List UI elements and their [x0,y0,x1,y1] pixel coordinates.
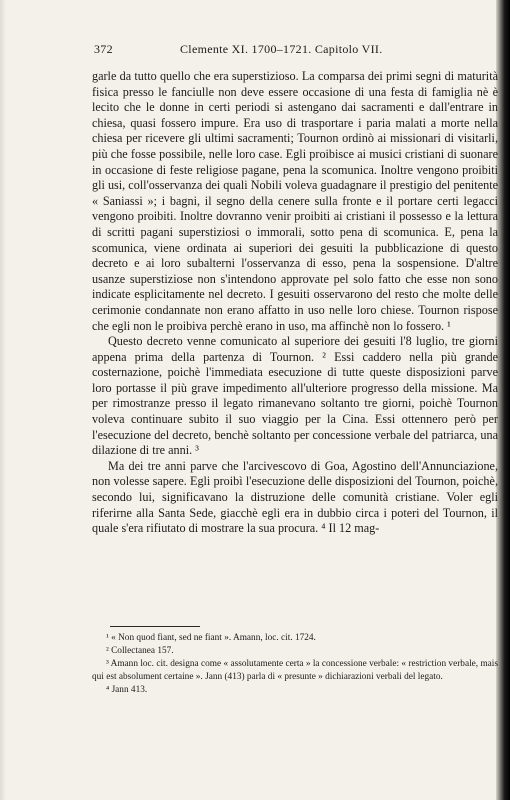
paragraph-3: Ma dei tre anni parve che l'arcivescovo di Goa, Agostino dell'Annunciazione, non volesse sapere. Egli proibì l'esecuzione delle disposizioni del Tournon, poichè, secondo lui, significavano la distruzione delle comunità cristiane. Voler egli riferirne alla Santa Sede, giacchè egli era in dubbio circa i poteri del Tournon, il quale s'era rifiutato di mostrare la sua procura. ⁴ Il 12 mag- [92,458,498,536]
footnote-1: ¹ « Non quod fiant, sed ne fiant ». Amann, loc. cit. 1724. [106,633,316,643]
paragraph-2: Questo decreto venne comunicato al superiore dei gesuiti l'8 luglio, tre giorni appena prima della partenza di Tournon. ² Essi caddero nella più grande costernazione, poichè l'immediata esecuzione di tutte queste disposizioni parve loro portasse il più grave impedimento all'ulteriore progresso della missione. Ma per rimostranze presso il legato rimanevano soltanto tre giorni, poichè Tournon voleva continuare subito il suo viaggio per la Cina. Essi ottennero però per l'esecuzione del decreto, benchè soltanto per concessione verbale del patriarca, una dilazione di tre anni. ³ [92,334,498,458]
footnote-3: ³ Amann loc. cit. designa come « assolutamente certa » la concessione verbale: « restriction verbale, mais qui est absolument certaine ». Jann (413) parla di « presunte » dichiarazioni verbali del legato. [92,659,498,682]
scan-edge-right [496,0,510,800]
footnote-divider [110,626,200,627]
running-title: Clemente XI. 1700–1721. Capitolo VII. [180,42,383,56]
footnotes [92,632,498,697]
footnote-2: ² Collectanea 157. [106,646,174,656]
page-number: 372 [94,42,113,56]
body-text [92,69,498,537]
paragraph-1: garle da tutto quello che era superstizioso. La comparsa dei primi segni di maturità fisica presso le fanciulle non deve essere occasione di una festa di famiglia nè è lecito che le donne in certi periodi si astengano dai sacramenti e dall'entrare in chiesa, quasi fossero impure. Era uso di trasportare i paria malati a morte nella chiesa per ricevere gli ultimi sacramenti; Tournon ordinò ai missionari di visitarli, più che fosse possibile, nelle loro case. Egli proibisce ai musici cristiani di suonare in occasione di feste religiose pagane, pena la scomunica. Inoltre vengono proibiti gli usi, coll'osservanza dei quali Nobili voleva guadagnare il prestigio del penitente « Saniassi »; i bagni, il segno della cenere sulla fronte e il portare certi legacci vengono proibiti. Inoltre dovranno venir proibiti ai cristiani il possesso e la lettura di scritti pagani superstiziosi o immorali, sotto pena di scomunica. E, pena la scomunica, viene ordinata ai superiori dei gesuiti la pubblicazione di questo decreto e ai loro subalterni l'osservanza di esso, pena la sospensione. D'altre usanze superstiziose non s'intendono approvate pel solo fatto che esse non sono indicate esplicitamente nel decreto. I gesuiti osservarono del resto che molte delle cerimonie condannate non erano affatto in uso nelle loro chiese. Tournon rispose che egli non le proibiva perchè erano in uso, ma affinchè non lo fossero. ¹ [92,69,498,333]
footnote-4: ⁴ Jann 413. [106,685,148,695]
scan-edge-left [0,0,6,800]
